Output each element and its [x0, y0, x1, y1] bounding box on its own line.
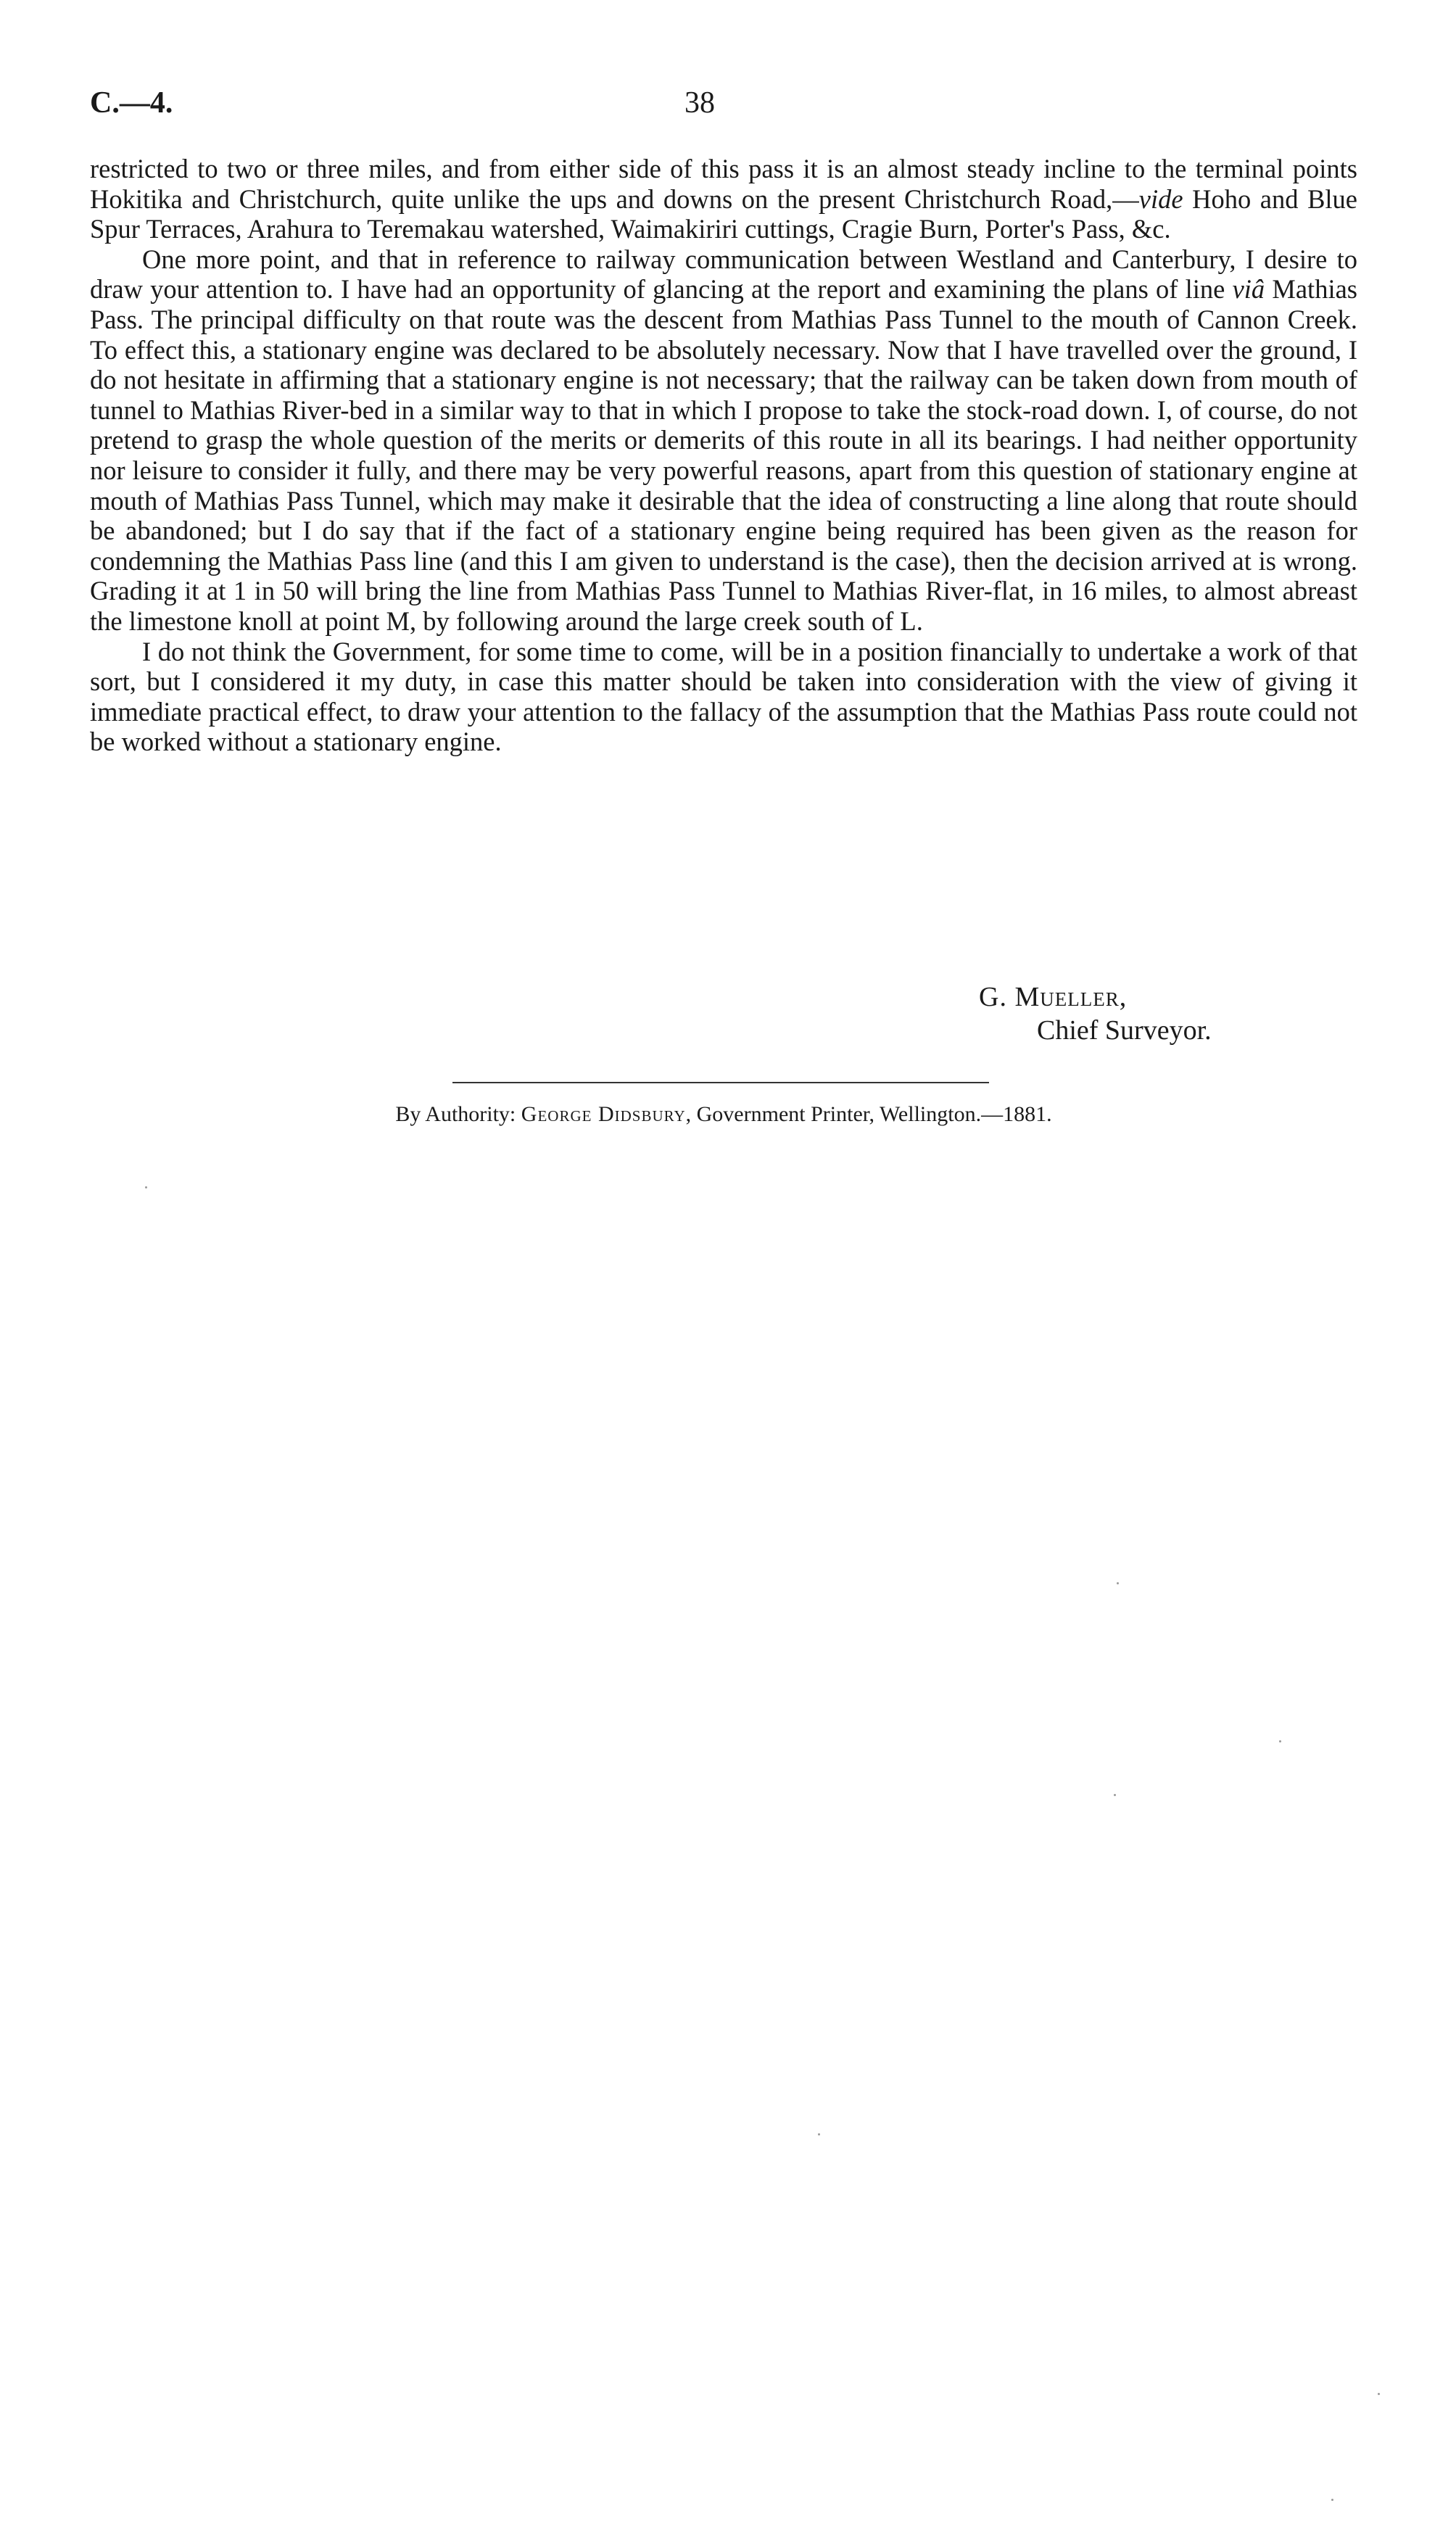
page-header: [90, 86, 1357, 129]
speck: [1378, 2393, 1380, 2395]
speck: [1114, 1794, 1116, 1796]
imprint-prefix: By Authority:: [395, 1102, 521, 1126]
paragraph-1: [90, 154, 1357, 244]
paragraph-2-tail: Mathias Pass. The principal difficulty on that route was the descent from Mathias Pass Tunnel to the mouth of Cannon Creek. To effect this, a stationary engine was declared to be absolutely necessary. Now that I have travelled over the ground, I do not hesitate in affirming that a stationary engine is not necessary; that the railway can be taken down from mouth of tunnel to Mathias River-bed in a similar way to that in which I propose to take the stock-road down. I, of course, do not pretend to grasp the whole question of the merits or demerits of this route in all its bearings. I had neither opportunity nor leisure to consider it fully, and there may be very powerful reasons, apart from this question of stationary engine at mouth of Mathias Pass Tunnel, which may make it desirable that the idea of constructing a line along that route should be abandoned; but I do say that if the fact of a stationary engine being required has been given as the reason for condemning the Mathias Pass line (and this I am given to understand is the case), then the decision arrived at is wrong. Grading it at 1 in 50 will bring the line from Mathias Pass Tunnel to Mathias River-flat, in 16 miles, to almost abreast the limestone knoll at point M, by following around the large creek south of L.: [90, 274, 1357, 636]
speck: [1117, 1582, 1119, 1584]
speck: [145, 1186, 147, 1188]
paragraph-2: [90, 244, 1357, 637]
paragraph-1-vide: vide: [1138, 183, 1183, 214]
paragraph-2-via: viâ: [1232, 274, 1265, 305]
paragraph-1-lead: restricted to two or three miles, and from either side of this pass it is an almost steady incline to the terminal points Hokitika and Christchurch, quite unlike the ups and downs on the present Christchurch Road,—: [90, 154, 1357, 214]
body-text: [90, 154, 1357, 757]
signature-block: [979, 980, 1356, 1047]
divider-rule: [452, 1082, 989, 1083]
document-reference: C.—4.: [90, 86, 173, 120]
imprint-suffix: , Government Printer, Wellington.—1881.: [685, 1102, 1052, 1126]
printer-imprint: [90, 1102, 1357, 1127]
page-number: 38: [684, 86, 715, 120]
signatory-title: Chief Surveyor.: [1037, 1015, 1212, 1046]
paragraph-2-lead: One more point, and that in reference to railway communication between Westland and Canterbury, I desire to draw your attention to. I have had an opportunity of glancing at the report and examining the plans of line: [90, 244, 1357, 305]
paragraph-3: I do not think the Government, for some time to come, will be in a position financially to undertake a work of that sort, but I considered it my duty, in case this matter should be taken into consideration with the view of giving it immediate practical effect, to draw your attention to the fallacy of the assumption that the Mathias Pass route could not be worked without a stationary engine.: [90, 636, 1357, 757]
signatory-name: G. Mueller,: [979, 982, 1128, 1012]
speck: [1331, 2499, 1333, 2501]
paragraph-1-tail: Hoho and Blue Spur Terraces, Arahura to Teremakau watershed, Waimakiriri cuttings, Cragie Burn, Porter's Pass, &c.: [90, 183, 1358, 244]
speck: [818, 2133, 820, 2135]
imprint-printer: George Didsbury: [521, 1102, 686, 1126]
speck: [1279, 1740, 1281, 1742]
